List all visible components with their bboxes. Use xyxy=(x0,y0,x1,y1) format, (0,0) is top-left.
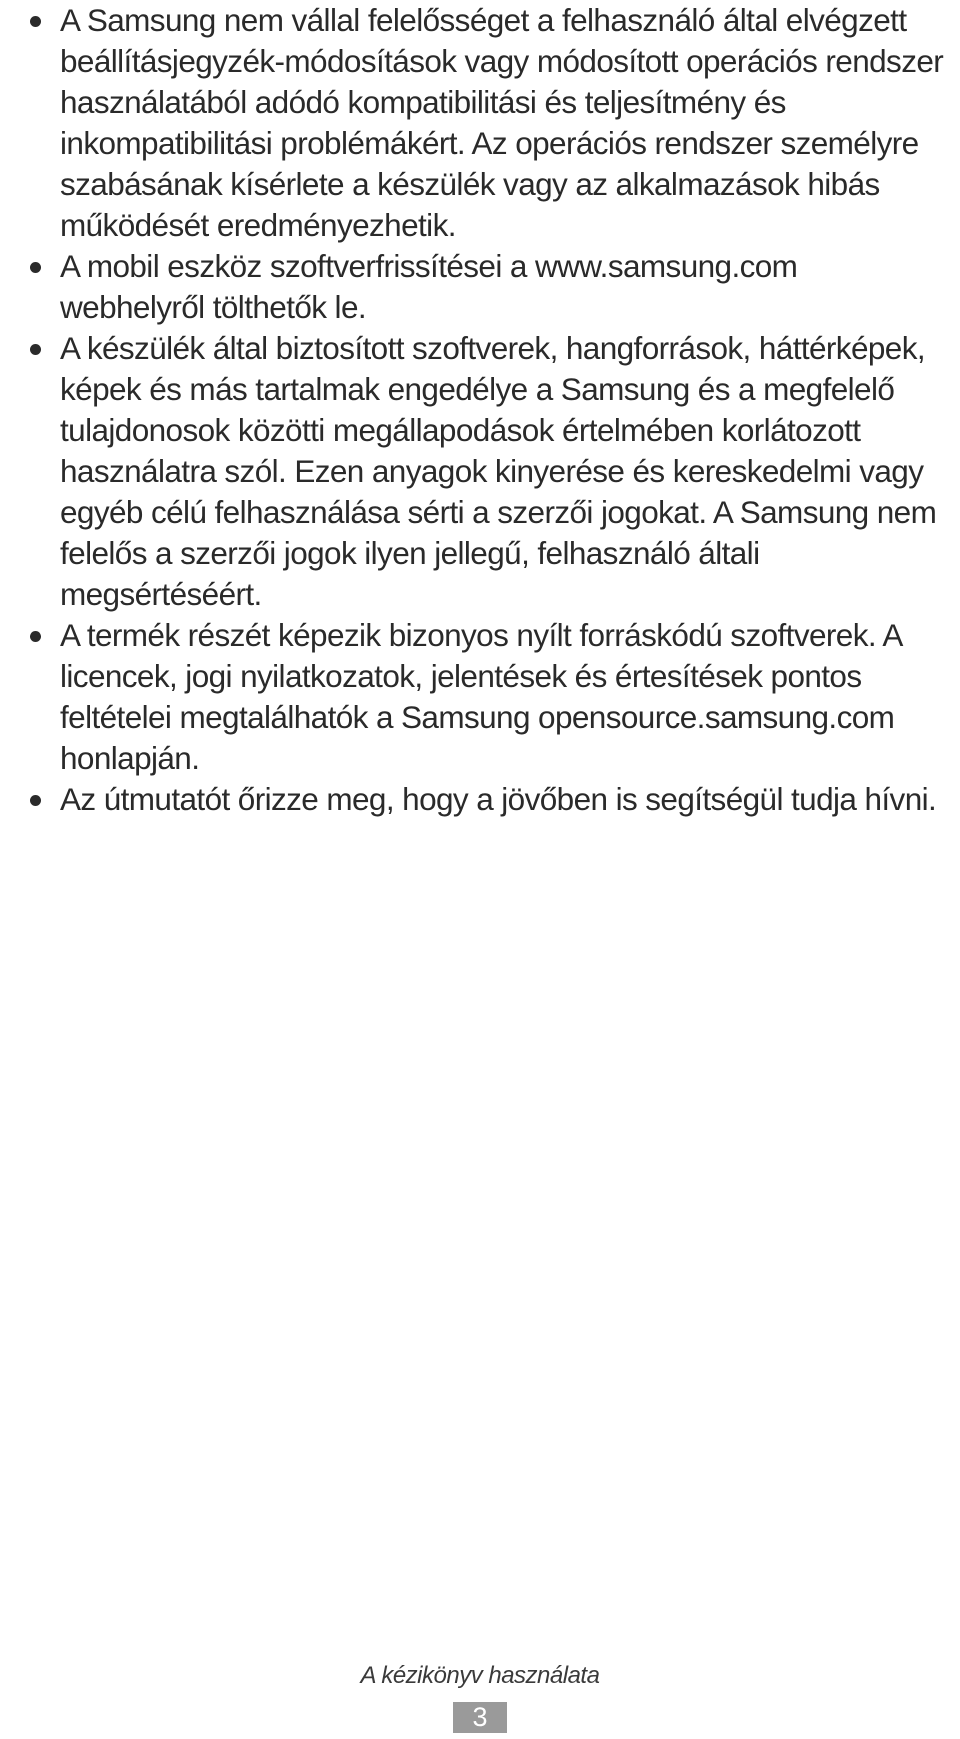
list-item xyxy=(30,246,950,328)
bullet-icon xyxy=(30,16,41,27)
list-item-text: A termék részét képezik bizonyos nyílt forráskódú szoftverek. A licencek, jogi nyilatkozatok, jelentések és értesítések pontos feltételei megtalálhatók a Samsung opensource.samsung.com honlapján. xyxy=(60,617,902,776)
list-item-text: A készülék által biztosított szoftverek, hangforrások, háttérképek, képek és más tartalmak engedélye a Samsung és a megfelelő tulajdonosok közötti megállapodások értelmében korlátozott használatra szól. Ezen anyagok kinyerése és kereskedelmi vagy egyéb célú felhasználása sérti a szerzői jogokat. A Samsung nem felelős a szerzői jogok ilyen jellegű, felhasználó általi megsértéséért. xyxy=(60,330,937,612)
section-footer-label: A kézikönyv használata xyxy=(360,1662,600,1689)
list-item-text: A mobil eszköz szoftverfrissítései a www.samsung.com webhelyről tölthetők le. xyxy=(60,248,798,325)
list-item-text: Az útmutatót őrizze meg, hogy a jövőben is segítségül tudja hívni. xyxy=(60,781,937,817)
bullet-icon xyxy=(30,795,41,806)
bullet-list xyxy=(30,0,950,820)
bullet-icon xyxy=(30,262,41,273)
bullet-icon xyxy=(30,631,41,642)
list-item xyxy=(30,328,950,615)
list-item-text: A Samsung nem vállal felelősséget a felhasználó által elvégzett beállításjegyzék-módosítások vagy módosított operációs rendszer használatából adódó kompatibilitási és teljesítmény és inkompatibilitási problémákért. Az operációs rendszer személyre szabásának kísérlete a készülék vagy az alkalmazások hibás működését eredményezhetik. xyxy=(60,2,944,243)
page-number: 3 xyxy=(453,1702,507,1733)
list-item xyxy=(30,0,950,246)
bullet-icon xyxy=(30,344,41,355)
list-item xyxy=(30,779,950,820)
list-item xyxy=(30,615,950,779)
